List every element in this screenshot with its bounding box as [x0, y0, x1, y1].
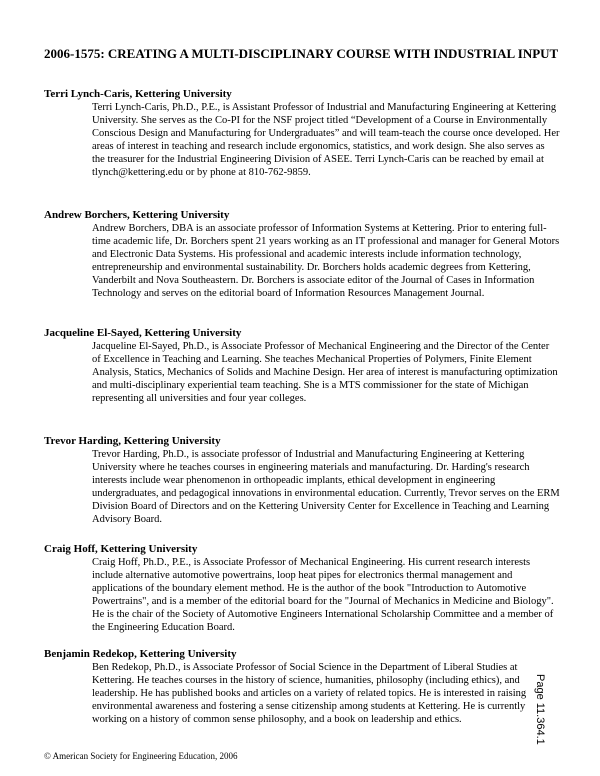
bio-el-sayed [44, 327, 560, 405]
bio-lynch-caris [44, 88, 560, 180]
bio-text: Andrew Borchers, DBA is an associate professor of Information Systems at Kettering. Prior to entering full-time academic life, Dr. Borchers spent 21 years working as an IT professional and manager for General Motors and Electronic Data Systems. His professional and academic interests include information technology, entrepreneurship and environmental sustainability. Dr. Borchers holds academic degrees from Kettering, Vanderbilt and Nova Southeastern. Dr. Borchers is associate editor of the Journal of Cases in Information Technology and serves on the editorial board of Information Resources Management Journal. [92, 223, 560, 300]
bio-name: Andrew Borchers, Kettering University [44, 209, 230, 221]
bio-text: Craig Hoff, Ph.D., P.E., is Associate Professor of Mechanical Engineering. His current research interests include alternative automotive powertrains, loop heat pipes for electronics thermal management and applications of the boundary element method. He is the author of the book "Introduction to Automotive Powertrains", and is a member of the editorial board for the "Journal of Mechanics in Medicine and Biology". He is the chair of the Society of Automotive Engineers International Scholarship Committee and a member of the Engineering Education Board. [92, 557, 554, 634]
bio-text: Jacqueline El-Sayed, Ph.D., is Associate Professor of Mechanical Engineering and the Director of the Center of Excellence in Teaching and Learning. She teaches Mechanical Properties of Polymers, Finite Element Analysis, Statics, Mechanics of Solids and Machine Design. Her area of interest is manufacturing optimization and multi-disciplinary experiential team teaching. She is a MTS commissioner for the state of Michigan representing all universities and four year colleges. [92, 341, 558, 405]
copyright-footer: © American Society for Engineering Education, 2006 [44, 751, 238, 761]
bio-name: Trevor Harding, Kettering University [44, 435, 221, 447]
bio-redekop [44, 648, 560, 726]
bio-text: Trevor Harding, Ph.D., is associate professor of Industrial and Manufacturing Engineering at Kettering University where he teaches courses in engineering materials and manufacturing. Dr. Harding's research interests include wear phenomenon in orthopeadic implants, ethical development in engineering undergraduates, and pedagogical innovations in environmental education. Currently, Trevor serves on the ERM Division Board of Directors and on the Kettering University Center for Excellence in Teaching and Learning Advisory Board. [92, 449, 560, 526]
bio-name: Benjamin Redekop, Kettering University [44, 648, 237, 660]
bio-name: Jacqueline El-Sayed, Kettering University [44, 327, 242, 339]
bio-borchers [44, 209, 560, 301]
bio-text: Terri Lynch-Caris, Ph.D., P.E., is Assistant Professor of Industrial and Manufacturing Engineering at Kettering University. She serves as the Co-PI for the NSF project titled “Development of a Course in Environmentally Conscious Design and Manufacturing for Undergraduates” and will team-teach the course once developed. Her areas of interest in teaching and research include ergonomics, statistics, and work design. She also serves as the treasurer for the Industrial Engineering Division of ASEE. Terri Lynch-Caris can be reached by email at tlynch@kettering.edu or by phone at 810-762-9859. [92, 102, 560, 179]
page-title: 2006-1575: CREATING A MULTI-DISCIPLINARY COURSE WITH INDUSTRIAL INPUT [44, 46, 559, 61]
bio-name: Craig Hoff, Kettering University [44, 543, 198, 555]
bio-hoff [44, 543, 560, 635]
page-number: Page 11.364.1 [534, 674, 546, 745]
bio-text: Ben Redekop, Ph.D., is Associate Professor of Social Science in the Department of Liberal Studies at Kettering. He teaches courses in the history of science, humanities, philosophy (including ethics), and leadership. He has published books and articles on a variety of related topics. He is interested in raising environmental awareness and fostering a sense citizenship among students at Kettering. He is currently working on a history of common sense philosophy, and a book on leadership and ethics. [92, 662, 527, 726]
bio-name: Terri Lynch-Caris, Kettering University [44, 88, 232, 100]
bio-harding [44, 435, 560, 527]
